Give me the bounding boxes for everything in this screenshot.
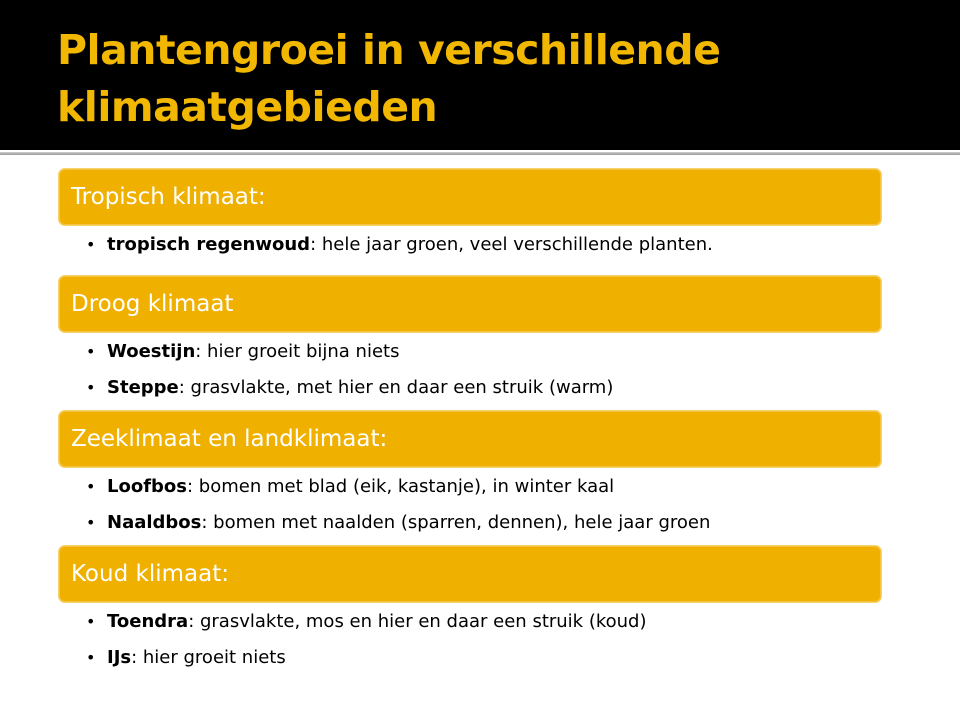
- section-droog: [58, 275, 882, 406]
- bullet-icon: •: [86, 342, 96, 361]
- item-term: IJs: [107, 647, 132, 668]
- section-tropisch: [58, 168, 882, 263]
- section-header: Koud klimaat:: [58, 545, 882, 603]
- item-list: [58, 334, 882, 406]
- list-item: [58, 334, 882, 370]
- item-text: : bomen met blad (eik, kastanje), in winter kaal: [187, 476, 615, 497]
- title-bar: [0, 0, 960, 150]
- item-list: [58, 469, 882, 541]
- slide-title: Plantengroei in verschillende klimaatgebieden: [57, 26, 721, 131]
- list-item: [58, 370, 882, 406]
- bullet-icon: •: [86, 477, 96, 496]
- item-term: Toendra: [107, 611, 189, 632]
- item-term: Woestijn: [107, 341, 196, 362]
- list-item: [58, 505, 882, 541]
- item-text: : grasvlakte, met hier en daar een struik (warm): [178, 377, 614, 398]
- item-term: Naaldbos: [107, 512, 202, 533]
- section-koud: [58, 545, 882, 676]
- bullet-icon: •: [86, 235, 96, 254]
- list-item: [58, 604, 882, 640]
- item-text: : bomen met naalden (sparren, dennen), hele jaar groen: [201, 512, 711, 533]
- item-text: : hier groeit bijna niets: [195, 341, 400, 362]
- bullet-icon: •: [86, 612, 96, 631]
- bullet-icon: •: [86, 378, 96, 397]
- section-header: Zeeklimaat en landklimaat:: [58, 410, 882, 468]
- item-text: : grasvlakte, mos en hier en daar een struik (koud): [188, 611, 647, 632]
- item-list: [58, 227, 882, 263]
- list-item: [58, 640, 882, 676]
- item-term: Loofbos: [107, 476, 187, 497]
- section-header: Tropisch klimaat:: [58, 168, 882, 226]
- title-divider: [0, 152, 960, 155]
- section-header: Droog klimaat: [58, 275, 882, 333]
- bullet-icon: •: [86, 513, 96, 532]
- item-text: : hier groeit niets: [131, 647, 286, 668]
- item-term: Steppe: [107, 377, 179, 398]
- item-text: : hele jaar groen, veel verschillende planten.: [310, 234, 713, 255]
- section-zee-land: [58, 410, 882, 541]
- list-item: [58, 469, 882, 505]
- item-term: tropisch regenwoud: [107, 234, 311, 255]
- bullet-icon: •: [86, 648, 96, 667]
- list-item: [58, 227, 882, 263]
- item-list: [58, 604, 882, 676]
